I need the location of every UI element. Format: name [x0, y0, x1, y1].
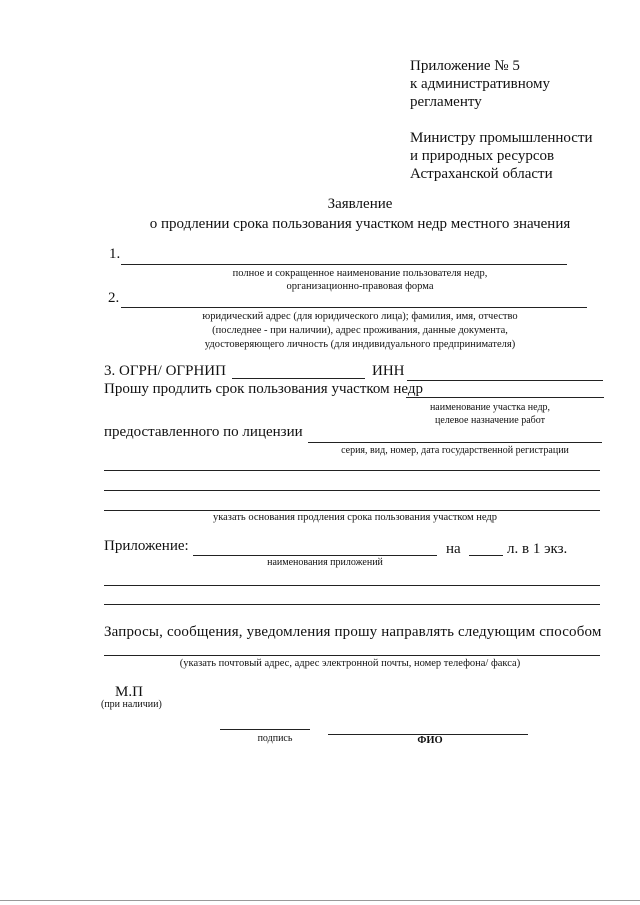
attachment-pages-field[interactable] [469, 555, 503, 556]
request-hint-2: целевое назначение работ [435, 415, 545, 426]
request-hint-1: наименование участка недр, [429, 402, 551, 413]
page-edge [0, 900, 640, 901]
appendix-line-3: регламенту [410, 94, 482, 110]
attachment-field-3[interactable] [104, 604, 600, 605]
basis-field-3[interactable] [104, 510, 600, 511]
appendix-line-2: к административному [410, 76, 550, 92]
addressee-line-3: Астраханской области [410, 166, 553, 182]
item-1-hint-1: полное и сокращенное наименование пользователя недр, [232, 268, 488, 279]
item-2-hint-2: (последнее - при наличии), адрес проживания, данные документа, [212, 325, 508, 336]
full-name-hint: ФИО [417, 735, 443, 746]
contacts-hint: (указать почтовый адрес, адрес электронной почты, номер телефона/ факса) [179, 658, 521, 669]
item-2-number: 2. [108, 290, 120, 306]
item-2-hint-3: удостоверяющего личность (для индивидуального предпринимателя) [204, 339, 516, 350]
addressee-line-2: и природных ресурсов [410, 148, 555, 164]
document-title: Заявление [327, 196, 393, 212]
license-field[interactable] [308, 442, 602, 443]
attachment-na: на [446, 541, 461, 557]
signature-field[interactable] [220, 729, 310, 730]
stamp-hint: (при наличии) [101, 699, 162, 710]
ogrn-label: 3. ОГРН/ ОГРНИП [104, 363, 226, 379]
attachment-suffix: л. в 1 экз. [507, 541, 568, 557]
request-text: Прошу продлить срок пользования участком недр [104, 381, 423, 397]
attachment-field[interactable] [193, 555, 437, 556]
inn-label: ИНН [372, 363, 405, 379]
item-2-hint-1: юридический адрес (для юридического лица); фамилия, имя, отчество [202, 311, 518, 322]
item-1-number: 1. [109, 246, 121, 262]
item-1-field[interactable] [121, 264, 567, 265]
attachment-field-2[interactable] [104, 585, 600, 586]
stamp-label: М.П [115, 684, 143, 700]
basis-hint: указать основания продления срока пользования участком недр [212, 512, 498, 523]
subsoil-plot-field[interactable] [406, 397, 604, 398]
appendix-line-1: Приложение № 5 [410, 58, 520, 74]
item-1-hint-2: организационно-правовая форма [286, 281, 434, 292]
attachment-label: Приложение: [104, 538, 189, 554]
attachment-hint: наименования приложений [267, 557, 383, 568]
document-subtitle: о продлении срока пользования участком недр местного значения [149, 216, 571, 232]
item-2-field[interactable] [121, 307, 587, 308]
basis-field-1[interactable] [104, 470, 600, 471]
signature-hint: подпись [257, 733, 293, 744]
ogrn-field[interactable] [232, 378, 365, 379]
basis-field-2[interactable] [104, 490, 600, 491]
addressee-line-1: Министру промышленности [410, 130, 593, 146]
license-text: предоставленного по лицензии [104, 424, 303, 440]
contacts-text: Запросы, сообщения, уведомления прошу направлять следующим способом [104, 624, 602, 640]
inn-field[interactable] [407, 380, 603, 381]
license-hint: серия, вид, номер, дата государственной регистрации [341, 445, 569, 456]
contacts-field[interactable] [104, 655, 600, 656]
